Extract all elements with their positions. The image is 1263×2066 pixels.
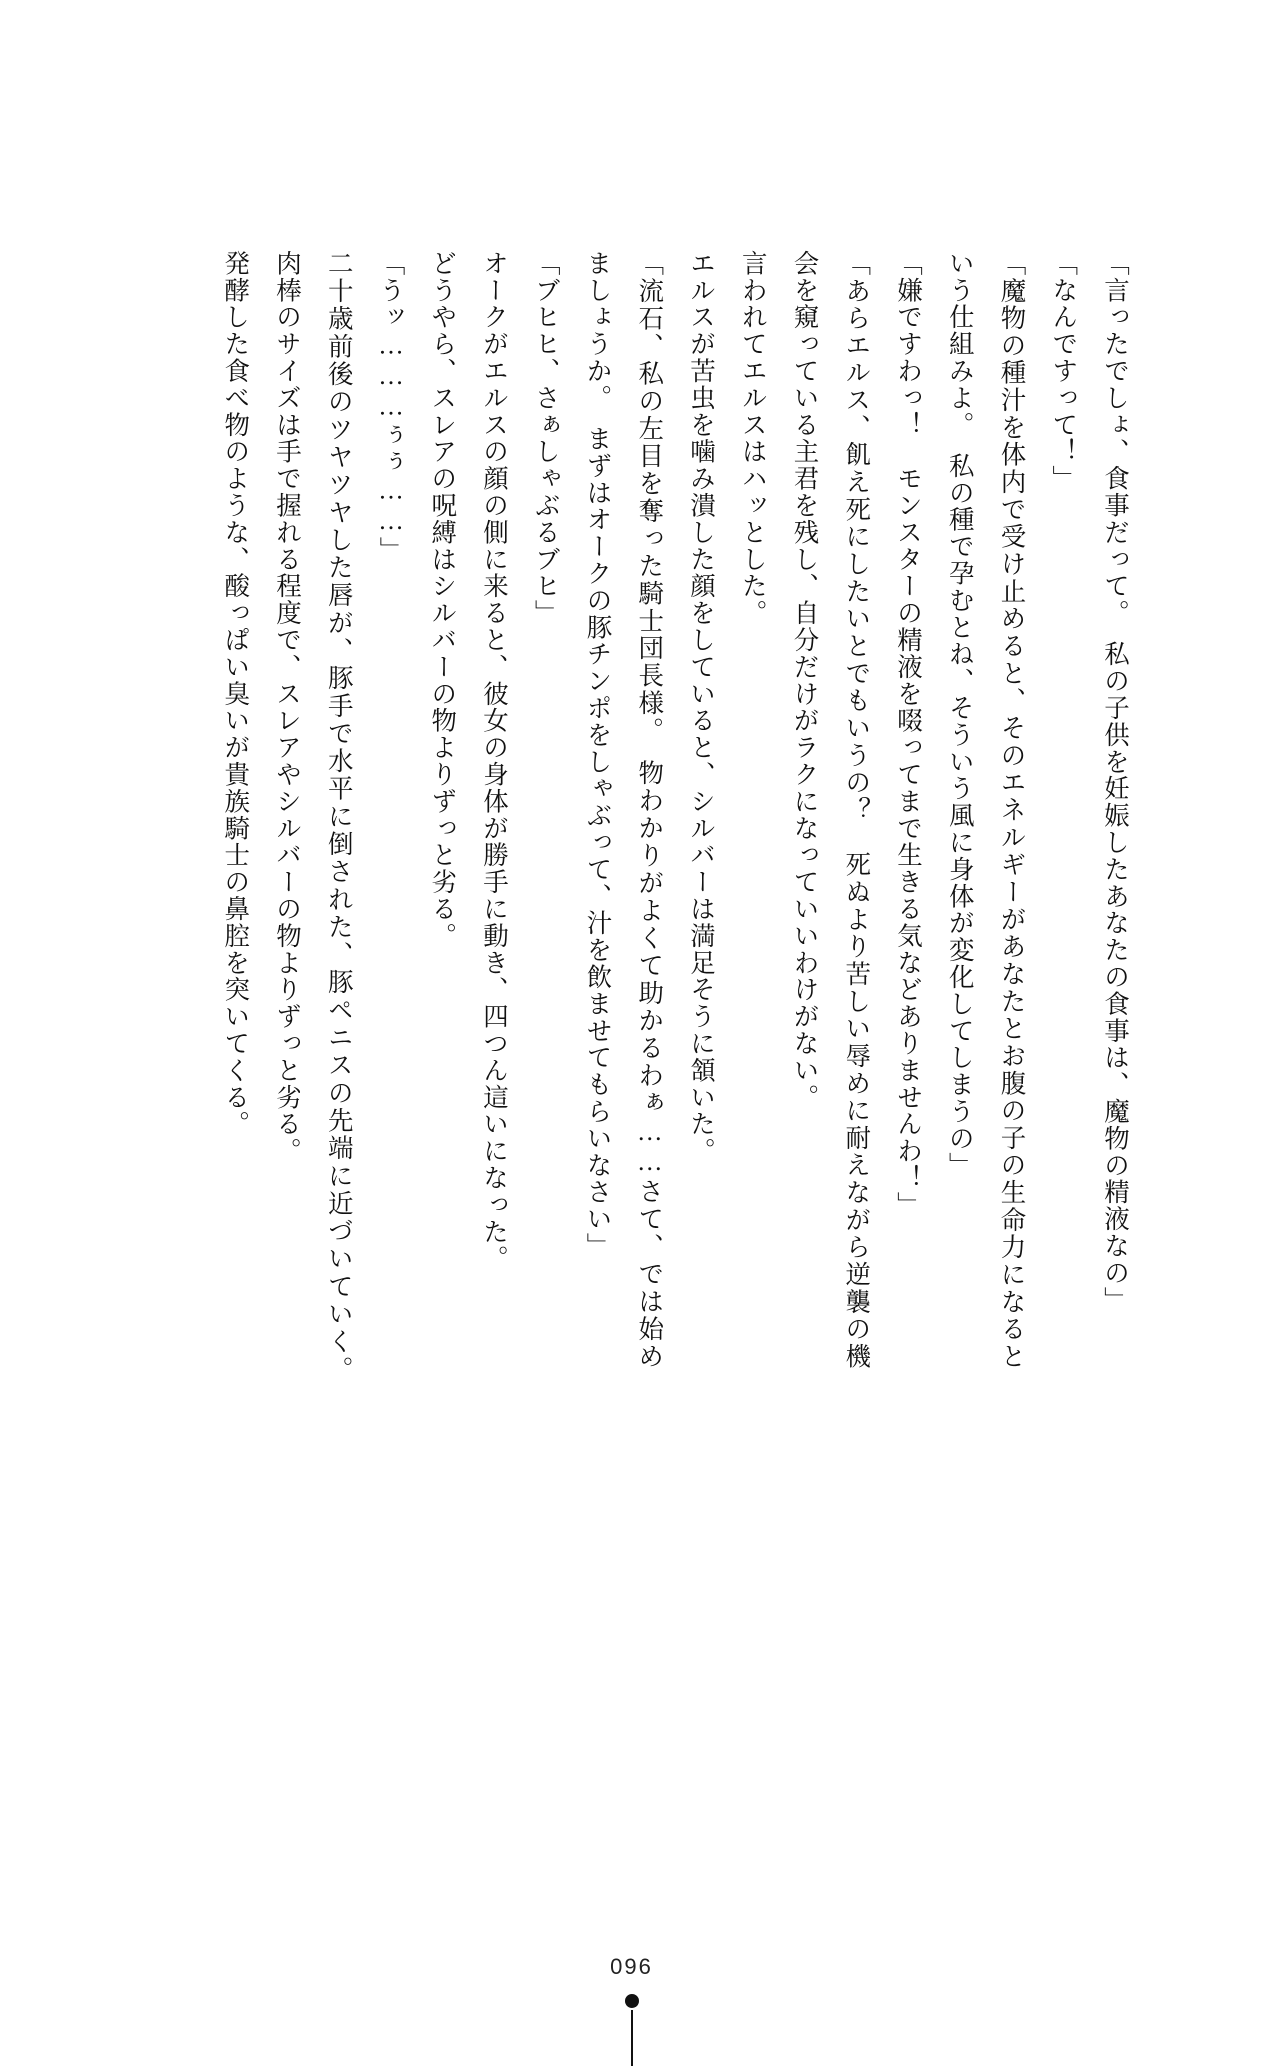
paragraph-line: 「あらエルス、飢え死にしたいとでもいうの？ 死ぬより苦しい辱めに耐えながら逆襲の機会を窺っている主君を残し、自分だけがラクになっていいわけがない。 <box>790 250 872 1370</box>
paragraph-line: 「嫌ですわっ！ モンスターの精液を啜ってまで生きる気などありませんわ！」 <box>894 250 923 1219</box>
paragraph-line: エルスが苦虫を噛み潰した顔をしていると、シルバーは満足そうに頷いた。 <box>687 250 716 1165</box>
paragraph-line: 発酵した食べ物のような、酸っぱい臭いが貴族騎士の鼻腔を突いてくる。 <box>221 250 251 1138</box>
paragraph-line: 「ブヒヒ、さぁしゃぶるブヒ」 <box>531 250 561 627</box>
paragraph-line: 「言ったでしょ、食事だって。 私の子供を妊娠したあなたの食事は、魔物の精液なの」 <box>1101 250 1130 1314</box>
paragraph-line: 二十歳前後のツヤツヤした唇が、豚手で水平に倒された、豚ペニスの先端に近づいていく。 肉棒のサイズは手で握れる程度で、スレアやシルバーの物よりずっと劣る。 <box>273 250 354 1397</box>
paragraph-line: 「なんですって！」 <box>1049 250 1079 493</box>
paragraph-line: どうやら、スレアの呪縛はシルバーの物よりずっと劣る。 <box>428 250 458 950</box>
page-body-text <box>121 250 1141 1397</box>
ornament-rule-icon <box>631 2010 633 2066</box>
paragraph-line: オークがエルスの顔の側に来ると、彼女の身体が勝手に動き、四つん這いになった。 <box>480 250 509 1273</box>
page-number: 096 <box>610 1954 653 1979</box>
paragraph-line: 言われてエルスはハッとした。 <box>738 250 768 627</box>
paragraph-line: 「うッ………ぅぅ……」 <box>376 250 406 564</box>
paragraph-line: 「魔物の種汁を体内で受け止めると、そのエネルギーがあなたとお腹の子の生命力になるという仕組みよ。 私の種で孕むとね、そういう風に身体が変化してしまうの」 <box>945 250 1027 1370</box>
ornament-dot-icon <box>625 1994 639 2008</box>
page-ornament-icon <box>625 1994 639 2066</box>
paragraph-line: 「流石、私の左目を奪った騎士団長様。 物わかりがよくて助かるわぁ……さて、では始めましょうか。 まずはオークの豚チンポをしゃぶって、汁を飲ませてもらいなさい」 <box>583 250 665 1370</box>
